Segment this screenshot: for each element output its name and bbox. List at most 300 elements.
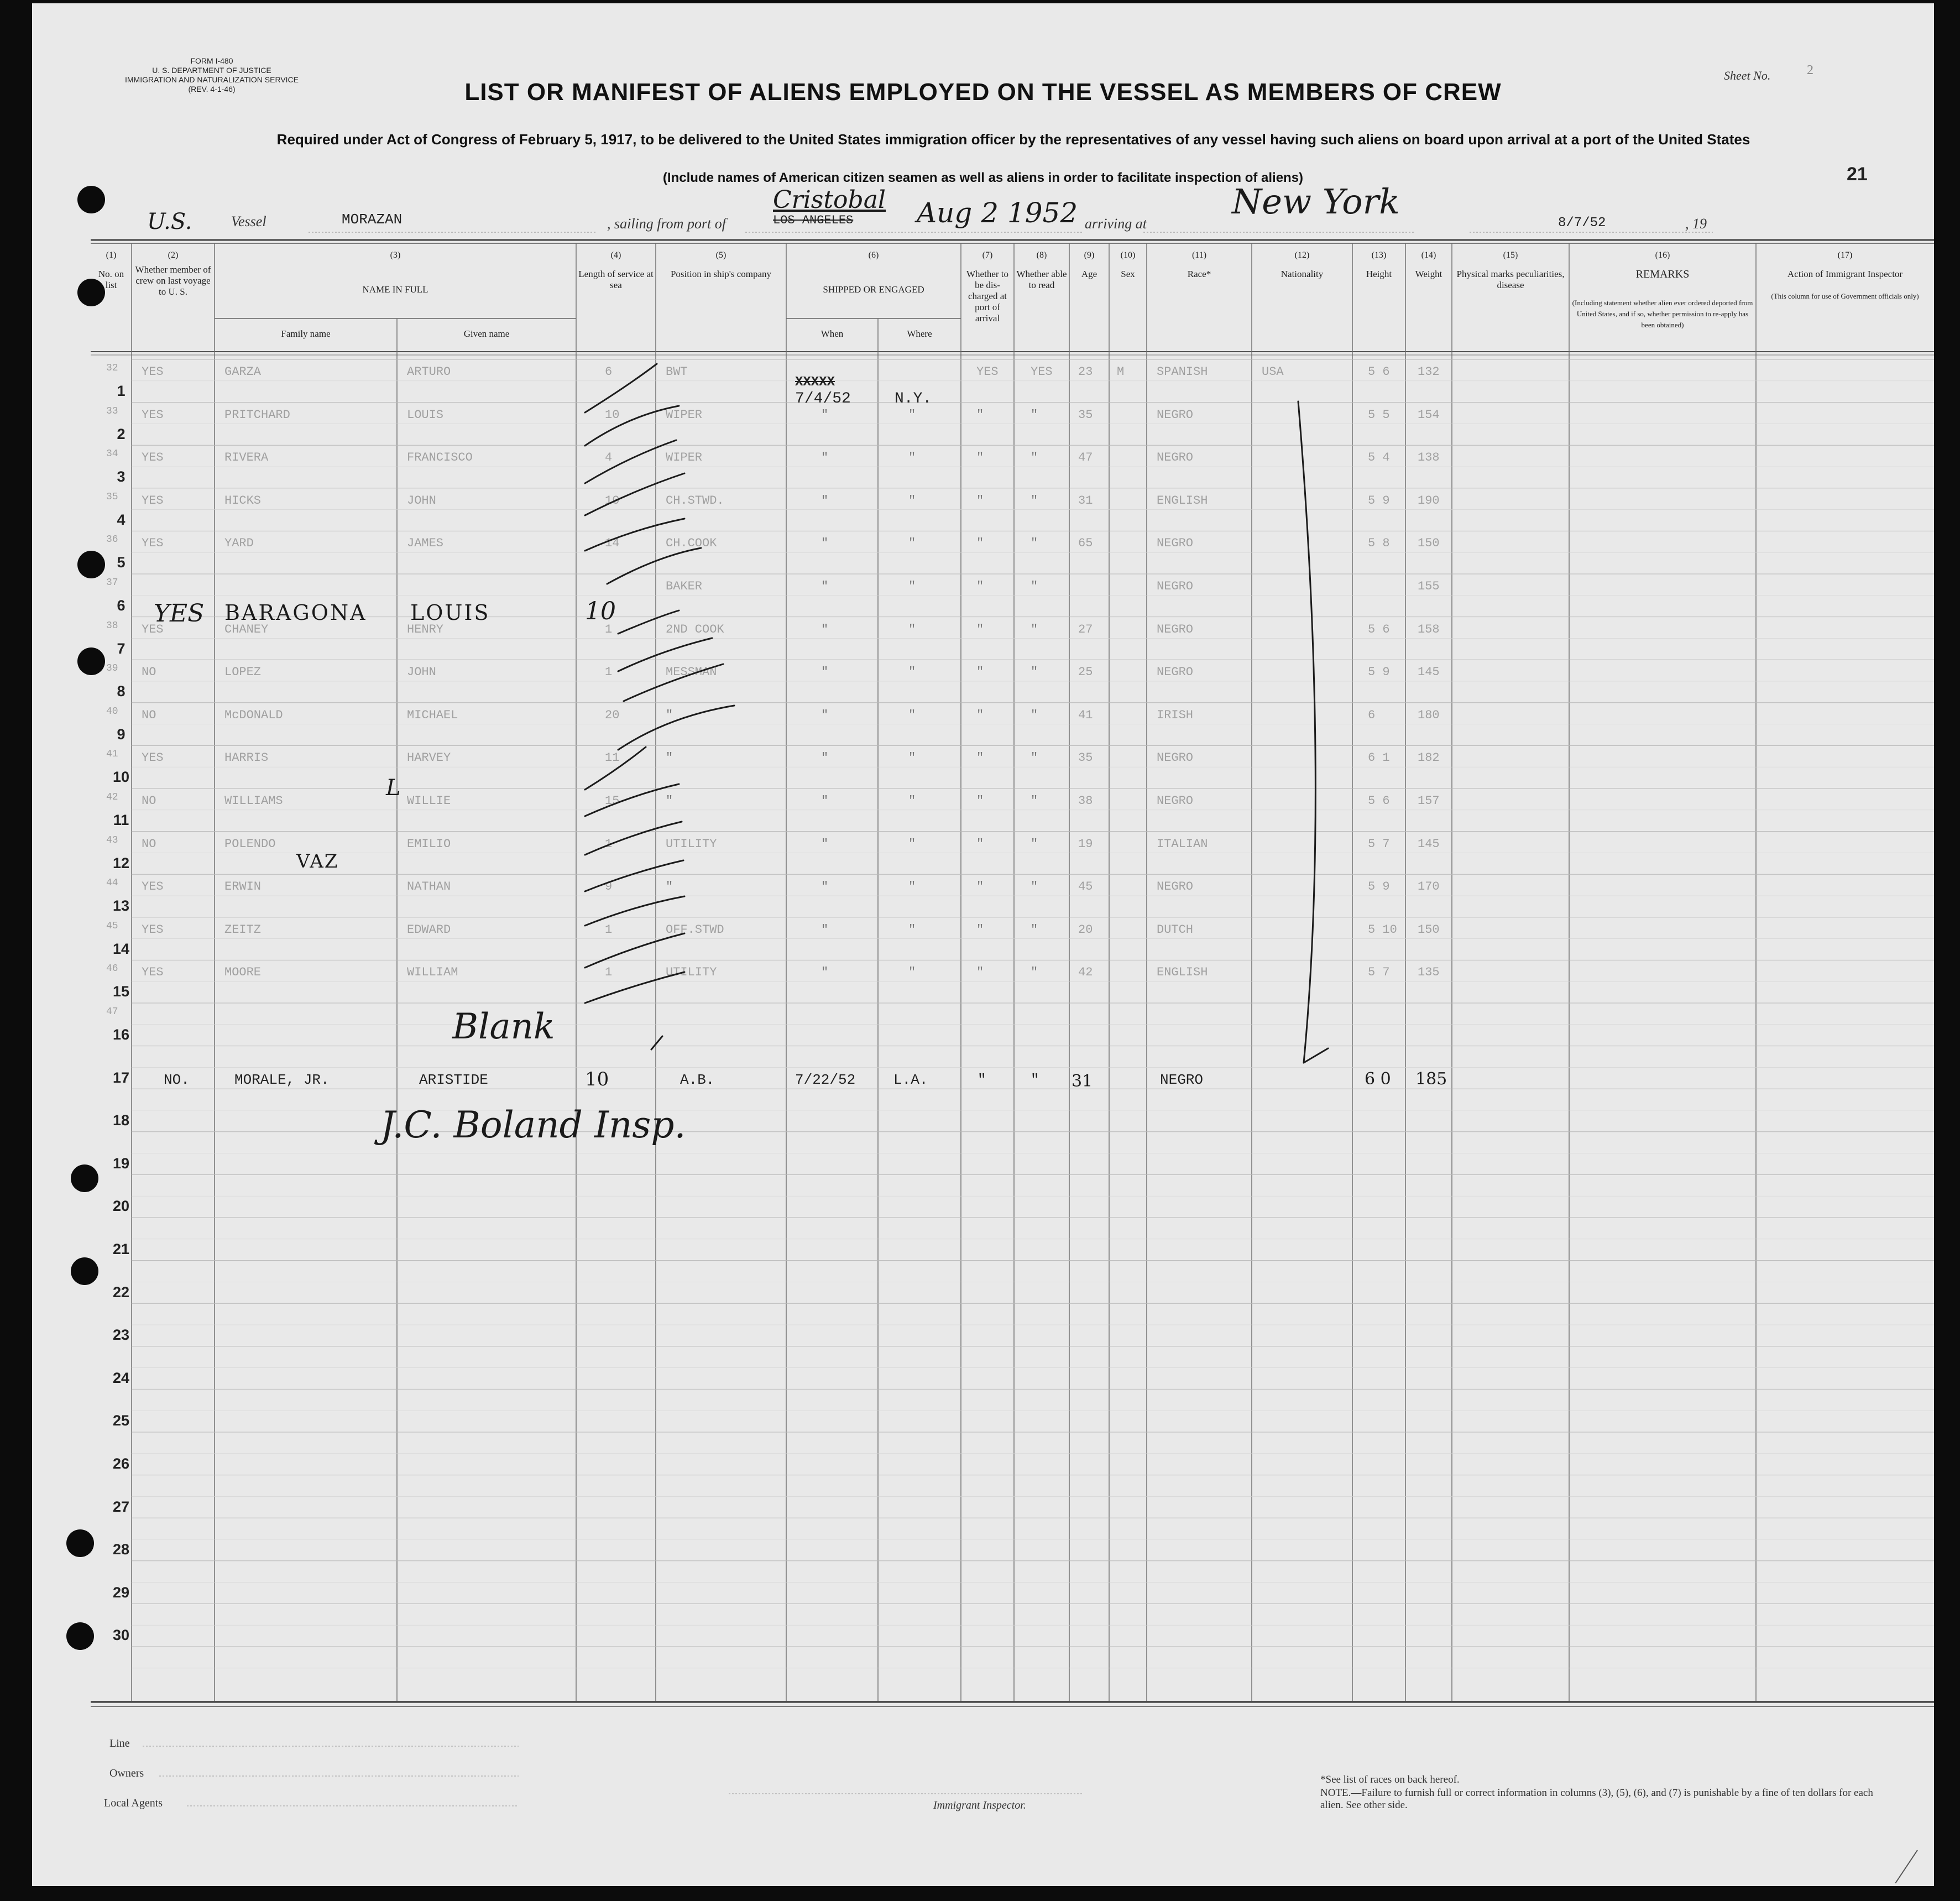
column-number: (17) bbox=[1837, 250, 1853, 260]
list-number: 47 bbox=[106, 1006, 118, 1017]
cell-discharged: " bbox=[976, 408, 984, 422]
cell-member: YES bbox=[142, 751, 164, 765]
row17-discharged: " bbox=[978, 1072, 986, 1088]
cell-given: HARVEY bbox=[407, 751, 451, 765]
page-number-stamp: 21 bbox=[1847, 164, 1868, 185]
column-header: No. on list bbox=[98, 269, 124, 290]
cell-given: HENRY bbox=[407, 622, 444, 636]
column-header: Age bbox=[1081, 269, 1097, 279]
cell-length: 6 bbox=[605, 365, 613, 379]
owners-label: Owners bbox=[109, 1767, 144, 1779]
row17-position: A.B. bbox=[680, 1072, 715, 1088]
cell-member: NO bbox=[142, 837, 156, 851]
list-number: 38 bbox=[106, 620, 118, 631]
row17-weight: 185 bbox=[1415, 1069, 1447, 1089]
cell-family: POLENDO bbox=[224, 837, 276, 851]
cell-member: NO bbox=[142, 665, 156, 680]
cell-family: McDONALD bbox=[224, 708, 283, 722]
cell-where: " bbox=[908, 665, 916, 680]
cell-height: 5 5 bbox=[1368, 408, 1390, 422]
cell-weight: 170 bbox=[1418, 880, 1440, 894]
cell-family: HARRIS bbox=[224, 751, 269, 765]
row17-race: NEGRO bbox=[1160, 1072, 1204, 1088]
cell-where: " bbox=[908, 493, 916, 508]
column-number: (4) bbox=[610, 250, 621, 260]
department-name: U. S. DEPARTMENT OF JUSTICE bbox=[152, 66, 271, 75]
cell-length: 20 bbox=[605, 708, 620, 722]
row-number: 5 bbox=[117, 554, 126, 571]
cell-sex: M bbox=[1117, 365, 1125, 379]
cell-position: WIPER bbox=[666, 451, 703, 465]
cell-height: 6 1 bbox=[1368, 751, 1390, 765]
cell-family: GARZA bbox=[224, 365, 262, 379]
row17-family-name: MORALE, JR. bbox=[234, 1072, 330, 1088]
cell-age: 20 bbox=[1078, 922, 1093, 937]
column-number: (5) bbox=[715, 250, 726, 260]
cell-weight: 182 bbox=[1418, 751, 1440, 765]
cell-position: " bbox=[666, 708, 673, 722]
row17-given-name: ARISTIDE bbox=[419, 1072, 488, 1088]
handwritten-strokes bbox=[32, 3, 1934, 1886]
list-number: 42 bbox=[106, 792, 118, 803]
line-label: Line bbox=[109, 1737, 130, 1749]
column-header: NAME IN FULL bbox=[362, 284, 428, 295]
cell-where: " bbox=[908, 708, 916, 722]
cell-weight: 150 bbox=[1418, 922, 1440, 937]
cell-where: " bbox=[908, 751, 916, 765]
cell-read: " bbox=[1031, 880, 1038, 894]
instruction-text: (Include names of American citizen seamen as well as aliens in order to facilitate inspection of aliens) bbox=[662, 170, 1304, 185]
cell-when: " bbox=[821, 579, 829, 593]
cell-age: 47 bbox=[1078, 451, 1093, 465]
cell-weight: 158 bbox=[1418, 622, 1440, 636]
row1-shipped-struck: XXXXX bbox=[795, 375, 835, 390]
cell-where: " bbox=[908, 794, 916, 808]
cell-weight: 145 bbox=[1418, 665, 1440, 680]
cell-race: NEGRO bbox=[1157, 880, 1194, 894]
cell-member: NO bbox=[142, 794, 156, 808]
list-number: 43 bbox=[106, 834, 118, 846]
cell-where: " bbox=[908, 622, 916, 636]
column-number: (7) bbox=[982, 250, 993, 260]
cell-discharged: " bbox=[976, 794, 984, 808]
cell-where: " bbox=[908, 837, 916, 851]
cell-family: MOORE bbox=[224, 965, 262, 980]
cell-member: YES bbox=[142, 493, 164, 508]
row-number: 9 bbox=[117, 725, 126, 743]
cell-position: UTILITY bbox=[666, 837, 717, 851]
column-header: SHIPPED OR ENGAGED bbox=[823, 284, 924, 295]
cell-where: " bbox=[908, 451, 916, 465]
cell-length: 1 bbox=[605, 965, 613, 980]
cell-given: NATHAN bbox=[407, 880, 451, 894]
list-number: 40 bbox=[106, 706, 118, 717]
cell-discharged: YES bbox=[976, 365, 999, 379]
cell-position: 2ND COOK bbox=[666, 622, 724, 636]
row-number: 19 bbox=[112, 1155, 130, 1172]
cell-read: " bbox=[1031, 794, 1038, 808]
row6-member-handwritten: YES bbox=[154, 599, 205, 628]
cell-when: " bbox=[821, 880, 829, 894]
requirement-text: Required under Act of Congress of February 5, 1917, to be delivered to the United States immigration officer by the representatives of any vessel having such aliens on board upon arrival at a port of the United States bbox=[276, 131, 1750, 148]
row-number: 10 bbox=[112, 769, 130, 786]
cell-read: " bbox=[1031, 708, 1038, 722]
sheet-number-value: 2 bbox=[1807, 63, 1813, 77]
cell-weight: 145 bbox=[1418, 837, 1440, 851]
cell-age: 41 bbox=[1078, 708, 1093, 722]
row17-age: 31 bbox=[1072, 1072, 1093, 1091]
immigrant-inspector-label: Immigrant Inspector. bbox=[933, 1799, 1026, 1811]
form-number: FORM I-480 bbox=[190, 56, 233, 65]
races-note: *See list of races on back hereof. bbox=[1320, 1774, 1460, 1785]
cell-height: 5 9 bbox=[1368, 880, 1390, 894]
cell-race: NEGRO bbox=[1157, 794, 1194, 808]
port-handwritten: Cristobal bbox=[773, 186, 886, 214]
list-number: 46 bbox=[106, 963, 118, 975]
column-header: Physical marks peculiarities, disease bbox=[1456, 269, 1565, 290]
cell-race: ENGLISH bbox=[1157, 965, 1208, 980]
local-agents-label: Local Agents bbox=[104, 1797, 163, 1809]
cell-position: BAKER bbox=[666, 579, 703, 593]
row-number: 21 bbox=[112, 1241, 130, 1257]
cell-race: NEGRO bbox=[1157, 451, 1194, 465]
column-number: (16) bbox=[1655, 250, 1670, 260]
cell-length: 9 bbox=[605, 880, 613, 894]
cell-family: LOPEZ bbox=[224, 665, 262, 680]
column-header: REMARKS bbox=[1635, 268, 1690, 280]
cell-member: YES bbox=[142, 880, 164, 894]
cell-position: MESSMAN bbox=[666, 665, 717, 680]
vessel-label: Vessel bbox=[231, 213, 266, 229]
row6-given-name: LOUIS bbox=[410, 600, 490, 625]
cell-discharged: " bbox=[976, 922, 984, 937]
cell-family: CHANEY bbox=[224, 622, 269, 636]
row-number: 3 bbox=[117, 468, 126, 485]
row17-where: L.A. bbox=[893, 1072, 928, 1088]
column-header: Race* bbox=[1187, 269, 1211, 279]
cell-length: 1 bbox=[605, 622, 613, 636]
cell-height: 5 10 bbox=[1368, 922, 1397, 937]
cell-race: NEGRO bbox=[1157, 579, 1194, 593]
cell-position: BWT bbox=[666, 365, 688, 379]
cell-height: 5 9 bbox=[1368, 665, 1390, 680]
column-number: (11) bbox=[1191, 250, 1207, 260]
cell-discharged: " bbox=[976, 751, 984, 765]
cell-when: " bbox=[821, 536, 829, 551]
row-number: 20 bbox=[112, 1198, 130, 1215]
row12-annotation: VAZ bbox=[296, 850, 339, 873]
cell-length: 15 bbox=[605, 794, 620, 808]
column-number: (15) bbox=[1503, 250, 1518, 260]
cell-height: 5 6 bbox=[1368, 622, 1390, 636]
row-number: 24 bbox=[112, 1369, 130, 1386]
row-number: 12 bbox=[112, 854, 130, 871]
service-name: IMMIGRATION AND NATURALIZATION SERVICE bbox=[125, 75, 299, 84]
column-header: Whether able to read bbox=[1016, 269, 1067, 290]
cell-height: 5 8 bbox=[1368, 536, 1390, 551]
cell-nationality: USA bbox=[1262, 365, 1284, 379]
row-number: 25 bbox=[112, 1412, 130, 1429]
cell-given: WILLIE bbox=[407, 794, 451, 808]
column-number: (12) bbox=[1294, 250, 1310, 260]
column-header: Nationality bbox=[1280, 269, 1324, 279]
row-number: 2 bbox=[117, 425, 126, 442]
cell-length: 10 bbox=[605, 408, 620, 422]
row-number: 27 bbox=[112, 1498, 130, 1515]
column-note: (Including statement whether alien ever ordered deported from United States, and if so, whether permission to re-apply has been obtained) bbox=[1572, 299, 1753, 329]
cell-read: " bbox=[1031, 493, 1038, 508]
arrival-date: 8/7/52 bbox=[1558, 216, 1606, 231]
cell-position: " bbox=[666, 794, 673, 808]
row17-member: NO. bbox=[164, 1072, 190, 1088]
row-number: 26 bbox=[112, 1455, 130, 1472]
cell-when: " bbox=[821, 408, 829, 422]
cell-position: CH.STWD. bbox=[666, 493, 724, 508]
cell-given: JOHN bbox=[407, 493, 436, 508]
row17-length: 10 bbox=[585, 1068, 609, 1090]
row-number: 29 bbox=[112, 1584, 130, 1601]
row-number: 17 bbox=[112, 1069, 130, 1086]
column-number: (9) bbox=[1084, 250, 1095, 260]
cell-read: " bbox=[1031, 579, 1038, 593]
column-number: (6) bbox=[868, 250, 879, 260]
cell-given: EDWARD bbox=[407, 922, 451, 937]
list-number: 41 bbox=[106, 749, 118, 760]
cell-age: 65 bbox=[1078, 536, 1093, 551]
cell-read: " bbox=[1031, 451, 1038, 465]
cell-member: YES bbox=[142, 536, 164, 551]
list-number: 44 bbox=[106, 878, 118, 889]
cell-position: CH.COOK bbox=[666, 536, 717, 551]
row17-height: 6 0 bbox=[1365, 1069, 1391, 1089]
failure-note: NOTE.—Failure to furnish full or correct information in columns (3), (5), (6), and (7) is punishable by a fine of ten dollars for each alien. See other side. bbox=[1320, 1787, 1873, 1811]
cell-weight: 132 bbox=[1418, 365, 1440, 379]
cell-read: " bbox=[1031, 665, 1038, 680]
cell-member: YES bbox=[142, 451, 164, 465]
inspector-signature: J.C. Boland Insp. bbox=[380, 1104, 686, 1146]
column-header: Length of service at sea bbox=[578, 269, 654, 290]
cell-discharged: " bbox=[976, 665, 984, 680]
cell-when: " bbox=[821, 965, 829, 980]
row-number: 16 bbox=[112, 1026, 130, 1043]
row-number: 14 bbox=[112, 940, 130, 957]
cell-length: 10 bbox=[605, 493, 620, 508]
page-title: LIST OR MANIFEST OF ALIENS EMPLOYED ON THE VESSEL AS MEMBERS OF CREW bbox=[464, 79, 1502, 106]
cell-when: " bbox=[821, 837, 829, 851]
cell-length: 1 bbox=[605, 837, 613, 851]
list-number: 45 bbox=[106, 920, 118, 932]
list-number: 33 bbox=[106, 405, 118, 417]
cell-read: " bbox=[1031, 408, 1038, 422]
row17-read: " bbox=[1031, 1072, 1039, 1088]
list-number: 34 bbox=[106, 448, 118, 460]
cell-discharged: " bbox=[976, 965, 984, 980]
cell-race: NEGRO bbox=[1157, 665, 1194, 680]
sailing-from-label: , sailing from port of bbox=[607, 216, 726, 232]
cell-height: 5 9 bbox=[1368, 493, 1390, 508]
manifest-sheet bbox=[32, 3, 1934, 1886]
row-number: 13 bbox=[112, 897, 130, 915]
cell-discharged: " bbox=[976, 837, 984, 851]
cell-when: " bbox=[821, 622, 829, 636]
revision-date: (REV. 4-1-46) bbox=[188, 85, 236, 93]
row-number: 23 bbox=[112, 1326, 130, 1344]
cell-given: LOUIS bbox=[407, 408, 444, 422]
year-label: , 19 bbox=[1685, 216, 1707, 232]
cell-discharged: " bbox=[976, 708, 984, 722]
cell-age: 35 bbox=[1078, 751, 1093, 765]
row-number: 15 bbox=[112, 983, 130, 1000]
cell-when: " bbox=[821, 922, 829, 937]
cell-read: " bbox=[1031, 837, 1038, 851]
cell-given: MICHAEL bbox=[407, 708, 458, 722]
cell-member: NO bbox=[142, 708, 156, 722]
cell-where: " bbox=[908, 965, 916, 980]
cell-family: ERWIN bbox=[224, 880, 262, 894]
cell-discharged: " bbox=[976, 493, 984, 508]
cell-family: HICKS bbox=[224, 493, 262, 508]
row-number: 1 bbox=[117, 383, 126, 399]
column-header: Sex bbox=[1121, 269, 1135, 279]
row-number: 4 bbox=[117, 511, 126, 528]
cell-when: " bbox=[821, 665, 829, 680]
cell-weight: 190 bbox=[1418, 493, 1440, 508]
column-note: (This column for use of Government officials only) bbox=[1771, 292, 1919, 300]
cell-given: JOHN bbox=[407, 665, 436, 680]
column-number: (8) bbox=[1036, 250, 1047, 260]
cell-discharged: " bbox=[976, 880, 984, 894]
row1-shipped-when: 7/4/52 bbox=[795, 390, 851, 408]
arriving-at-label: arriving at bbox=[1085, 216, 1147, 232]
footer-lines bbox=[32, 1717, 1934, 1883]
cell-member: YES bbox=[142, 922, 164, 937]
cell-age: 27 bbox=[1078, 622, 1093, 636]
cell-family: ZEITZ bbox=[224, 922, 262, 937]
cell-race: DUTCH bbox=[1157, 922, 1194, 937]
cell-where: " bbox=[908, 579, 916, 593]
row-number: 11 bbox=[113, 812, 129, 828]
cell-read: " bbox=[1031, 922, 1038, 937]
row-number: 22 bbox=[112, 1283, 130, 1301]
cell-position: " bbox=[666, 880, 673, 894]
list-number: 32 bbox=[106, 363, 118, 374]
cell-age: 19 bbox=[1078, 837, 1093, 851]
cell-race: SPANISH bbox=[1157, 365, 1208, 379]
cell-member: YES bbox=[142, 965, 164, 980]
cell-when: " bbox=[821, 451, 829, 465]
sheet-number-label: Sheet No. bbox=[1724, 69, 1771, 82]
row6-length-of-service: 10 bbox=[585, 597, 616, 625]
row-number: 28 bbox=[112, 1541, 130, 1558]
row17-when: 7/22/52 bbox=[795, 1072, 856, 1088]
cell-race: NEGRO bbox=[1157, 408, 1194, 422]
cell-member: YES bbox=[142, 365, 164, 379]
cell-age: 25 bbox=[1078, 665, 1093, 680]
cell-age: 31 bbox=[1078, 493, 1093, 508]
sailing-date-handwritten: Aug 2 1952 bbox=[917, 197, 1078, 229]
cell-race: ENGLISH bbox=[1157, 493, 1208, 508]
cell-discharged: " bbox=[976, 622, 984, 636]
cell-where: " bbox=[908, 880, 916, 894]
cell-where: " bbox=[908, 408, 916, 422]
cell-weight: 154 bbox=[1418, 408, 1440, 422]
cell-given: JAMES bbox=[407, 536, 444, 551]
list-number: 36 bbox=[106, 534, 118, 546]
column-number: (1) bbox=[106, 250, 117, 260]
cell-given: EMILIO bbox=[407, 837, 451, 851]
arrival-port-handwritten: New York bbox=[1232, 181, 1400, 222]
cell-height: 5 6 bbox=[1368, 794, 1390, 808]
blank-annotation: Blank bbox=[452, 1006, 555, 1047]
cell-weight: 180 bbox=[1418, 708, 1440, 722]
cell-read: YES bbox=[1031, 365, 1053, 379]
cell-length: 1 bbox=[605, 665, 613, 680]
flag-handwritten: U.S. bbox=[147, 209, 192, 234]
cell-length: 14 bbox=[605, 536, 620, 551]
cell-family: RIVERA bbox=[224, 451, 269, 465]
row-number: 7 bbox=[117, 640, 126, 657]
cell-when: " bbox=[821, 493, 829, 508]
row-number: 6 bbox=[117, 597, 126, 614]
column-header: Weight bbox=[1415, 269, 1442, 279]
list-number: 35 bbox=[106, 491, 118, 503]
cell-age: 45 bbox=[1078, 880, 1093, 894]
cell-read: " bbox=[1031, 965, 1038, 980]
row-number: 30 bbox=[112, 1627, 130, 1644]
cell-weight: 138 bbox=[1418, 451, 1440, 465]
cell-when: " bbox=[821, 751, 829, 765]
cell-when: " bbox=[821, 708, 829, 722]
cell-height: 6 bbox=[1368, 708, 1376, 722]
column-header: Whether member of crew on last voyage to U. S. bbox=[135, 264, 211, 297]
list-number: 37 bbox=[106, 577, 118, 588]
cell-race: NEGRO bbox=[1157, 622, 1194, 636]
column-subheader: Family name bbox=[281, 328, 331, 339]
cell-where: " bbox=[908, 536, 916, 551]
cell-weight: 135 bbox=[1418, 965, 1440, 980]
column-number: (10) bbox=[1120, 250, 1136, 260]
cell-discharged: " bbox=[976, 451, 984, 465]
cell-weight: 155 bbox=[1418, 579, 1440, 593]
vessel-name: MORAZAN bbox=[342, 211, 403, 228]
cell-read: " bbox=[1031, 536, 1038, 551]
cell-height: 5 7 bbox=[1368, 965, 1390, 980]
cell-position: " bbox=[666, 751, 673, 765]
cell-given: FRANCISCO bbox=[407, 451, 473, 465]
cell-length: 11 bbox=[605, 751, 620, 765]
cell-race: IRISH bbox=[1157, 708, 1194, 722]
column-header: Whether to be dis-charged at port of arrival bbox=[966, 269, 1008, 323]
cell-race: ITALIAN bbox=[1157, 837, 1208, 851]
cell-weight: 150 bbox=[1418, 536, 1440, 551]
cell-age: 23 bbox=[1078, 365, 1093, 379]
cell-length: 1 bbox=[605, 922, 613, 937]
row-number: 8 bbox=[117, 683, 126, 700]
row-number: 18 bbox=[112, 1112, 130, 1129]
cell-age: 42 bbox=[1078, 965, 1093, 980]
cell-race: NEGRO bbox=[1157, 536, 1194, 551]
column-number: (2) bbox=[168, 250, 179, 260]
cell-discharged: " bbox=[976, 536, 984, 551]
cell-family: YARD bbox=[224, 536, 254, 551]
cell-race: NEGRO bbox=[1157, 751, 1194, 765]
column-number: (14) bbox=[1421, 250, 1436, 260]
cell-family: PRITCHARD bbox=[224, 408, 290, 422]
cell-height: 5 6 bbox=[1368, 365, 1390, 379]
cell-age: 35 bbox=[1078, 408, 1093, 422]
cell-age: 38 bbox=[1078, 794, 1093, 808]
cell-position: OFF.STWD bbox=[666, 922, 724, 937]
